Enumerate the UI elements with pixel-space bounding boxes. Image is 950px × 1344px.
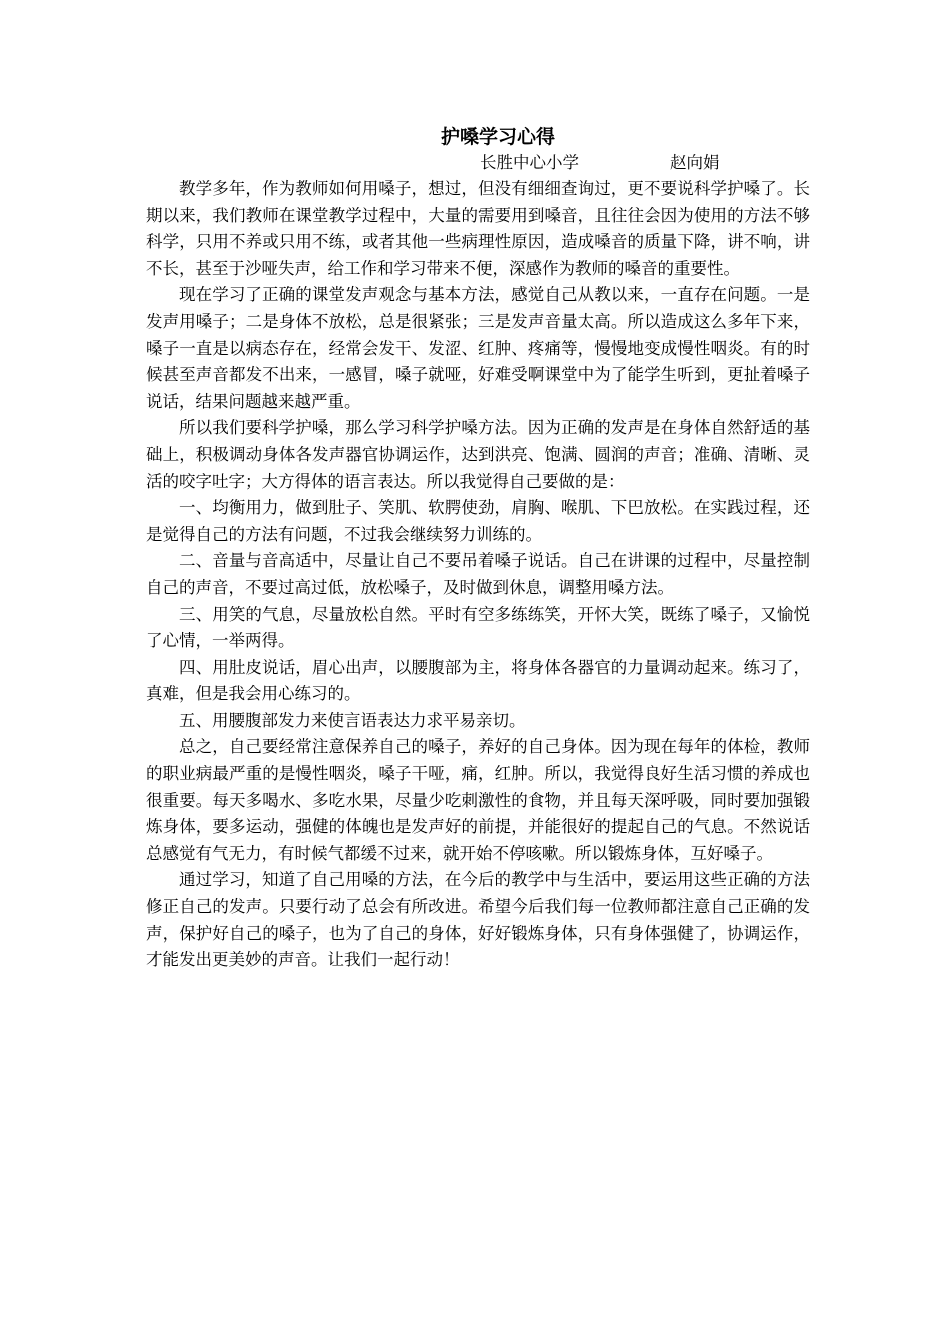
document-page [146,124,810,974]
paragraph-summary: 总之，自己要经常注意保养自己的嗓子，养好的自己身体。因为现在每年的体检，教师的职业病最严重的是慢性咽炎，嗓子干哑，痛，红肿。所以，我觉得良好生活习惯的养成也很重要。每天多喝水、多吃水果，尽量少吃刺激性的食物，并且每天深呼吸，同时要加强锻炼身体，要多运动，强健的体魄也是发声好的前提，并能很好的提起自己的气息。不然说话总感觉有气无力，有时候气都缓不过来，就开始不停咳嗽。所以锻炼身体，互好嗓子。 [146,737,810,863]
paragraph-intro: 教学多年，作为教师如何用嗓子，想过，但没有细细查询过，更不要说科学护嗓了。长期以来，我们教师在课堂教学过程中，大量的需要用到嗓音，且往往会因为使用的方法不够科学，只用不养或只用不练，或者其他一些病理性原因，造成嗓音的质量下降，讲不响，讲不长，甚至于沙哑失声，给工作和学习带来不便，深感作为教师的嗓音的重要性。 [146,179,810,278]
paragraph-point-1: 一、均衡用力，做到肚子、笑肌、软腭使劲，肩胸、喉肌、下巴放松。在实践过程，还是觉得自己的方法有问题，不过我会继续努力训练的。 [146,498,810,544]
school-name: 长胜中心小学 [480,153,579,172]
byline [146,150,810,176]
paragraph-point-2: 二、音量与音高适中，尽量让自己不要吊着嗓子说话。自己在讲课的过程中，尽量控制自己的声音，不要过高过低，放松嗓子，及时做到休息，调整用嗓方法。 [146,551,810,597]
author-name: 赵向娟 [670,153,720,172]
paragraph-conclusion: 通过学习，知道了自己用嗓的方法，在今后的教学中与生活中，要运用这些正确的方法修正自己的发声。只要行动了总会有所改进。希望今后我们每一位教师都注意自己正确的发声，保护好自己的嗓子，也为了自己的身体，好好锻炼身体，只有身体强健了，协调运作，才能发出更美妙的声音。让我们一起行动！ [146,870,810,970]
paragraph-point-4: 四、用肚皮说话，眉心出声，以腰腹部为主，将身体各器官的力量调动起来。练习了，真难，但是我会用心练习的。 [146,657,810,704]
document-title: 护嗓学习心得 [440,126,555,148]
paragraph-method: 所以我们要科学护嗓，那么学习科学护嗓方法。因为正确的发声是在身体自然舒适的基础上，积极调动身体各发声器官协调运作，达到洪亮、饱满、圆润的声音；准确、清晰、灵活的咬字吐字；大方得体的语言表达。所以我觉得自己要做的是： [146,418,810,491]
paragraph-point-3: 三、用笑的气息，尽量放松自然。平时有空多练练笑，开怀大笑，既练了嗓子，又愉悦了心情，一举两得。 [146,604,810,651]
paragraph-problems: 现在学习了正确的课堂发声观念与基本方法，感觉自己从教以来，一直存在问题。一是发声用嗓子；二是身体不放松，总是很紧张；三是发声音量太高。所以造成这么多年下来，嗓子一直是以病态存在，经常会发干、发涩、红肿、疼痛等，慢慢地变成慢性咽炎。有的时候甚至声音都发不出来，一感冒，嗓子就哑，好难受啊课堂中为了能学生听到，更扯着嗓子说话，结果问题越来越严重。 [146,285,810,411]
paragraph-point-5: 五、用腰腹部发力来使言语表达力求平易亲切。 [179,710,526,730]
